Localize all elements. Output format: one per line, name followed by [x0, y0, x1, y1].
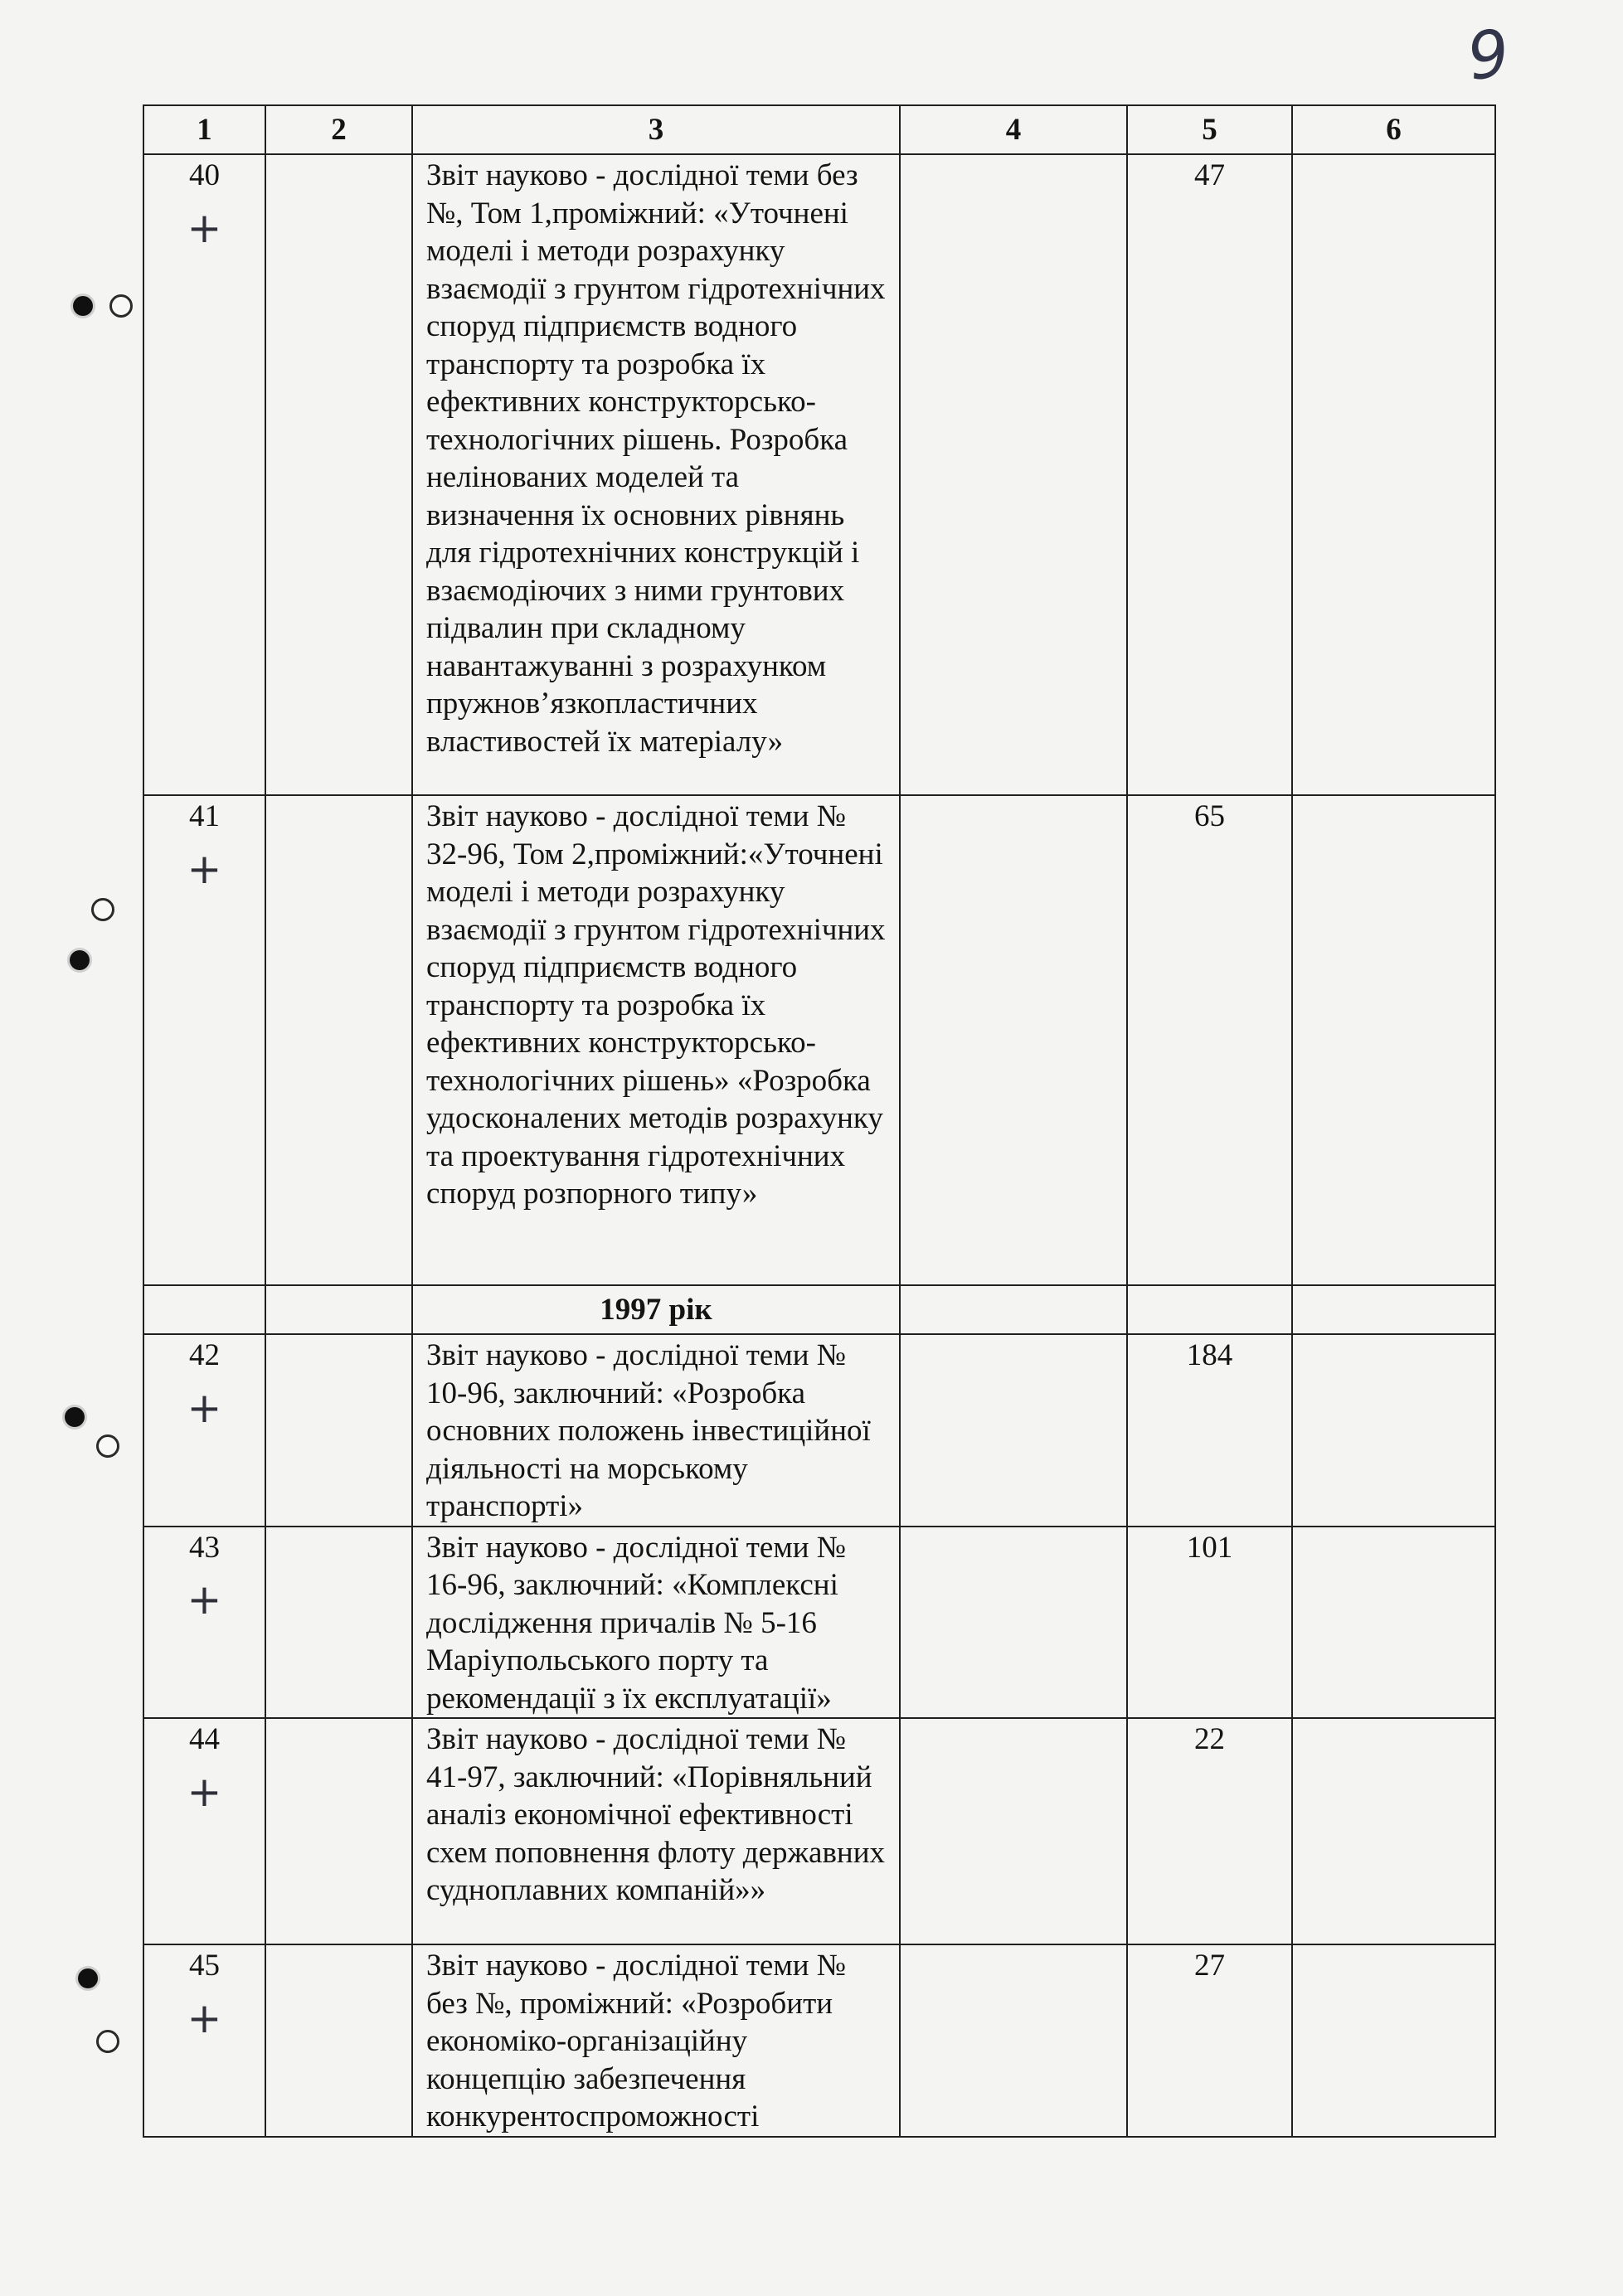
page-count: 65 — [1194, 799, 1225, 833]
empty-cell — [900, 795, 1127, 1285]
column-header: 4 — [900, 105, 1127, 154]
pages-cell — [1127, 1718, 1292, 1944]
column-header: 2 — [265, 105, 412, 154]
pages-cell — [1127, 1527, 1292, 1719]
row-number-cell — [143, 1944, 265, 2137]
empty-cell — [265, 1334, 412, 1527]
table-row — [143, 795, 1495, 1285]
empty-cell — [1292, 795, 1495, 1285]
table-row — [143, 1718, 1495, 1944]
row-number: 40 — [189, 158, 220, 192]
year-heading: 1997 рік — [412, 1285, 900, 1334]
row-number-cell — [143, 154, 265, 795]
description-cell: Звіт науково - дослідної теми без №, Том 1,проміжний: «Уточнені моделі і методи розрахунку взаємодії з грунтом гідротехнічних споруд підприємств водного транспорту та розробка їх ефективних конструкторсько-технологічних рішень. Розробка нелінованих моделей та визначення їх основних рівнянь для гідротехнічних конструкцій і взаємодіючих з ними грунтових підвалин при складному навантажуванні з розрахунком пружнов’язкопластичних властивостей їх матеріалу» — [412, 154, 900, 795]
empty-cell — [265, 1527, 412, 1719]
binder-hole — [109, 294, 133, 318]
page-count: 22 — [1194, 1722, 1225, 1756]
empty-cell — [900, 1944, 1127, 2137]
description-cell: Звіт науково - дослідної теми № 16-96, заключний: «Комплексні дослідження причалів № 5-16 Маріупольського порту та рекомендації з їх експлуатації» — [412, 1527, 900, 1719]
binder-hole — [96, 2030, 119, 2053]
page-count: 27 — [1194, 1949, 1225, 1983]
row-number: 44 — [189, 1722, 220, 1756]
empty-cell — [1292, 1718, 1495, 1944]
empty-cell — [900, 1334, 1127, 1527]
description-cell: Звіт науково - дослідної теми № 41-97, заключний: «Порівняльний аналіз економічної ефективності схем поповнення флоту державних судноплавних компаній»» — [412, 1718, 900, 1944]
empty-cell — [900, 154, 1127, 795]
binder-hole — [65, 1407, 85, 1427]
row-number: 43 — [189, 1530, 220, 1565]
archive-register-table — [143, 104, 1496, 2138]
handwritten-check-mark: + — [187, 1575, 222, 1624]
description-cell: Звіт науково - дослідної теми № без №, проміжний: «Розробити економіко-організаційну концепцію забезпечення конкурентоспроможності — [412, 1944, 900, 2137]
pages-cell — [1127, 1334, 1292, 1527]
row-number: 45 — [189, 1949, 220, 1983]
year-heading-row — [143, 1285, 1495, 1334]
handwritten-page-number: 9 — [1462, 15, 1514, 96]
pages-cell — [1127, 795, 1292, 1285]
page-count: 184 — [1186, 1338, 1233, 1372]
empty-cell — [143, 1285, 265, 1334]
binder-hole — [96, 1434, 119, 1458]
table-row — [143, 1944, 1495, 2137]
table-row — [143, 1334, 1495, 1527]
empty-cell — [265, 1944, 412, 2137]
empty-cell — [265, 154, 412, 795]
description-cell: Звіт науково - дослідної теми № 10-96, заключний: «Розробка основних положень інвестиційної діяльності на морському транспорті» — [412, 1334, 900, 1527]
pages-cell — [1127, 1944, 1292, 2137]
column-header: 5 — [1127, 105, 1292, 154]
row-number: 42 — [189, 1338, 220, 1372]
empty-cell — [1127, 1285, 1292, 1334]
empty-cell — [1292, 1944, 1495, 2137]
row-number-cell — [143, 1334, 265, 1527]
empty-cell — [265, 795, 412, 1285]
empty-cell — [1292, 1527, 1495, 1719]
row-number: 41 — [189, 799, 220, 833]
page-count: 101 — [1186, 1530, 1233, 1565]
row-number-cell — [143, 795, 265, 1285]
binder-hole — [91, 898, 114, 921]
binder-hole — [78, 1968, 98, 1988]
table-row — [143, 154, 1495, 795]
pages-cell — [1127, 154, 1292, 795]
empty-cell — [265, 1718, 412, 1944]
empty-cell — [1292, 1334, 1495, 1527]
binder-hole — [73, 296, 93, 316]
handwritten-check-mark: + — [187, 1993, 222, 2042]
handwritten-check-mark: + — [187, 844, 222, 893]
column-header: 3 — [412, 105, 900, 154]
empty-cell — [1292, 154, 1495, 795]
empty-cell — [900, 1527, 1127, 1719]
header-row — [143, 105, 1495, 154]
page-count: 47 — [1194, 158, 1225, 192]
binder-hole — [70, 950, 90, 970]
description-cell: Звіт науково - дослідної теми № 32-96, Том 2,проміжний:«Уточнені моделі і методи розрахунку взаємодії з грунтом гідротехнічних споруд підприємств водного транспорту та розробка їх ефективних конструкторсько-технологічних рішень» «Розробка удосконалених методів розрахунку та проектування гідротехнічних споруд розпорного типу» — [412, 795, 900, 1285]
handwritten-check-mark: + — [187, 203, 222, 252]
empty-cell — [1292, 1285, 1495, 1334]
table-row — [143, 1527, 1495, 1719]
handwritten-check-mark: + — [187, 1767, 222, 1816]
row-number-cell — [143, 1527, 265, 1719]
column-header: 6 — [1292, 105, 1495, 154]
empty-cell — [900, 1285, 1127, 1334]
row-number-cell — [143, 1718, 265, 1944]
empty-cell — [900, 1718, 1127, 1944]
column-header: 1 — [143, 105, 265, 154]
handwritten-check-mark: + — [187, 1383, 222, 1432]
empty-cell — [265, 1285, 412, 1334]
